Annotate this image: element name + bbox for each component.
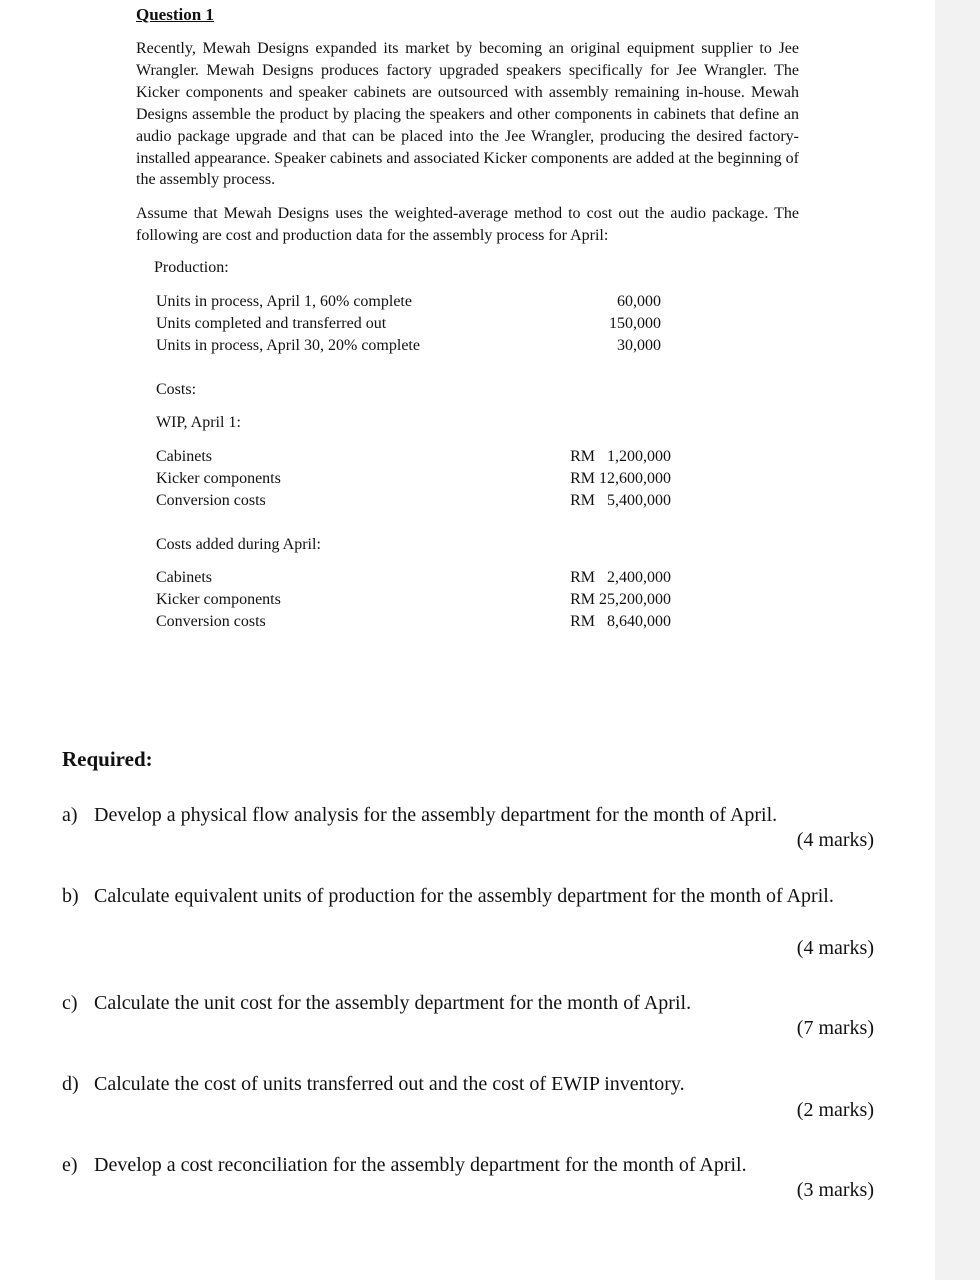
production-row-label: Units completed and transferred out [156,315,387,332]
production-row-label: Units in process, April 30, 20% complete [156,337,420,354]
production-heading: Production: [154,259,229,276]
production-row-value: 60,000 [617,293,661,310]
item-text: Calculate the unit cost for the assembly department for the month of April. [94,992,692,1014]
added-row-label: Conversion costs [156,613,266,630]
added-row-label: Cabinets [156,569,212,586]
item-text: Develop a cost reconciliation for the assembly department for the month of April. [94,1154,747,1176]
required-item-b [62,883,874,935]
added-row-value: RM 25,200,000 [570,591,671,608]
required-item-a [62,802,874,828]
added-row-value: RM 8,640,000 [570,613,671,630]
wip-row-label: Cabinets [156,448,212,465]
wip-row-value: RM 5,400,000 [570,492,671,509]
production-row-label: Units in process, April 1, 60% complete [156,293,412,310]
added-heading: Costs added during April: [156,536,321,553]
item-text: Calculate the cost of units transferred out and the cost of EWIP inventory. [94,1073,685,1095]
assumption-paragraph: Assume that Mewah Designs uses the weighted-average method to cost out the audio package. The following are cost and production data for the assembly process for April: [136,205,799,244]
item-marks: (7 marks) [796,1017,874,1039]
wip-row-label: Kicker components [156,470,281,487]
item-letter: e) [62,1154,78,1176]
added-row-label: Kicker components [156,591,281,608]
required-item-e [62,1152,874,1178]
item-letter: b) [62,885,79,907]
question-title: Question 1 [136,5,214,24]
production-row-value: 30,000 [617,337,661,354]
item-letter: a) [62,804,78,826]
item-letter: c) [62,992,78,1014]
item-marks: (2 marks) [796,1099,874,1121]
required-heading: Required: [62,747,153,771]
added-row-value: RM 2,400,000 [570,569,671,586]
wip-row-value: RM 1,200,000 [570,448,671,465]
required-item-d [62,1071,874,1097]
item-letter: d) [62,1073,79,1095]
wip-heading: WIP, April 1: [156,414,241,431]
production-row-value: 150,000 [609,315,661,332]
item-marks: (3 marks) [796,1179,874,1201]
costs-heading: Costs: [156,381,197,398]
item-text: Develop a physical flow analysis for the assembly department for the month of April. [94,804,778,826]
item-marks: (4 marks) [796,937,874,959]
item-text: Calculate equivalent units of production for the assembly department for the month of April. [94,885,834,907]
page-margin-strip [935,0,980,1280]
required-item-c [62,990,874,1016]
item-marks: (4 marks) [796,829,874,851]
wip-row-label: Conversion costs [156,492,266,509]
intro-paragraph: Recently, Mewah Designs expanded its market by becoming an original equipment supplier to Jee Wrangler. Mewah Designs produces factory upgraded speakers specifically for Jee Wrangler. The Kicker components and speaker cabinets are outsourced with assembly remaining in-house. Mewah Designs assemble the product by placing the speakers and other components in cabinets that define an audio package upgrade and that can be placed into the Jee Wrangler, producing the desired factory-installed appearance. Speaker cabinets and associated Kicker components are added at the beginning of the assembly process. [136,40,799,189]
wip-row-value: RM 12,600,000 [570,470,671,487]
